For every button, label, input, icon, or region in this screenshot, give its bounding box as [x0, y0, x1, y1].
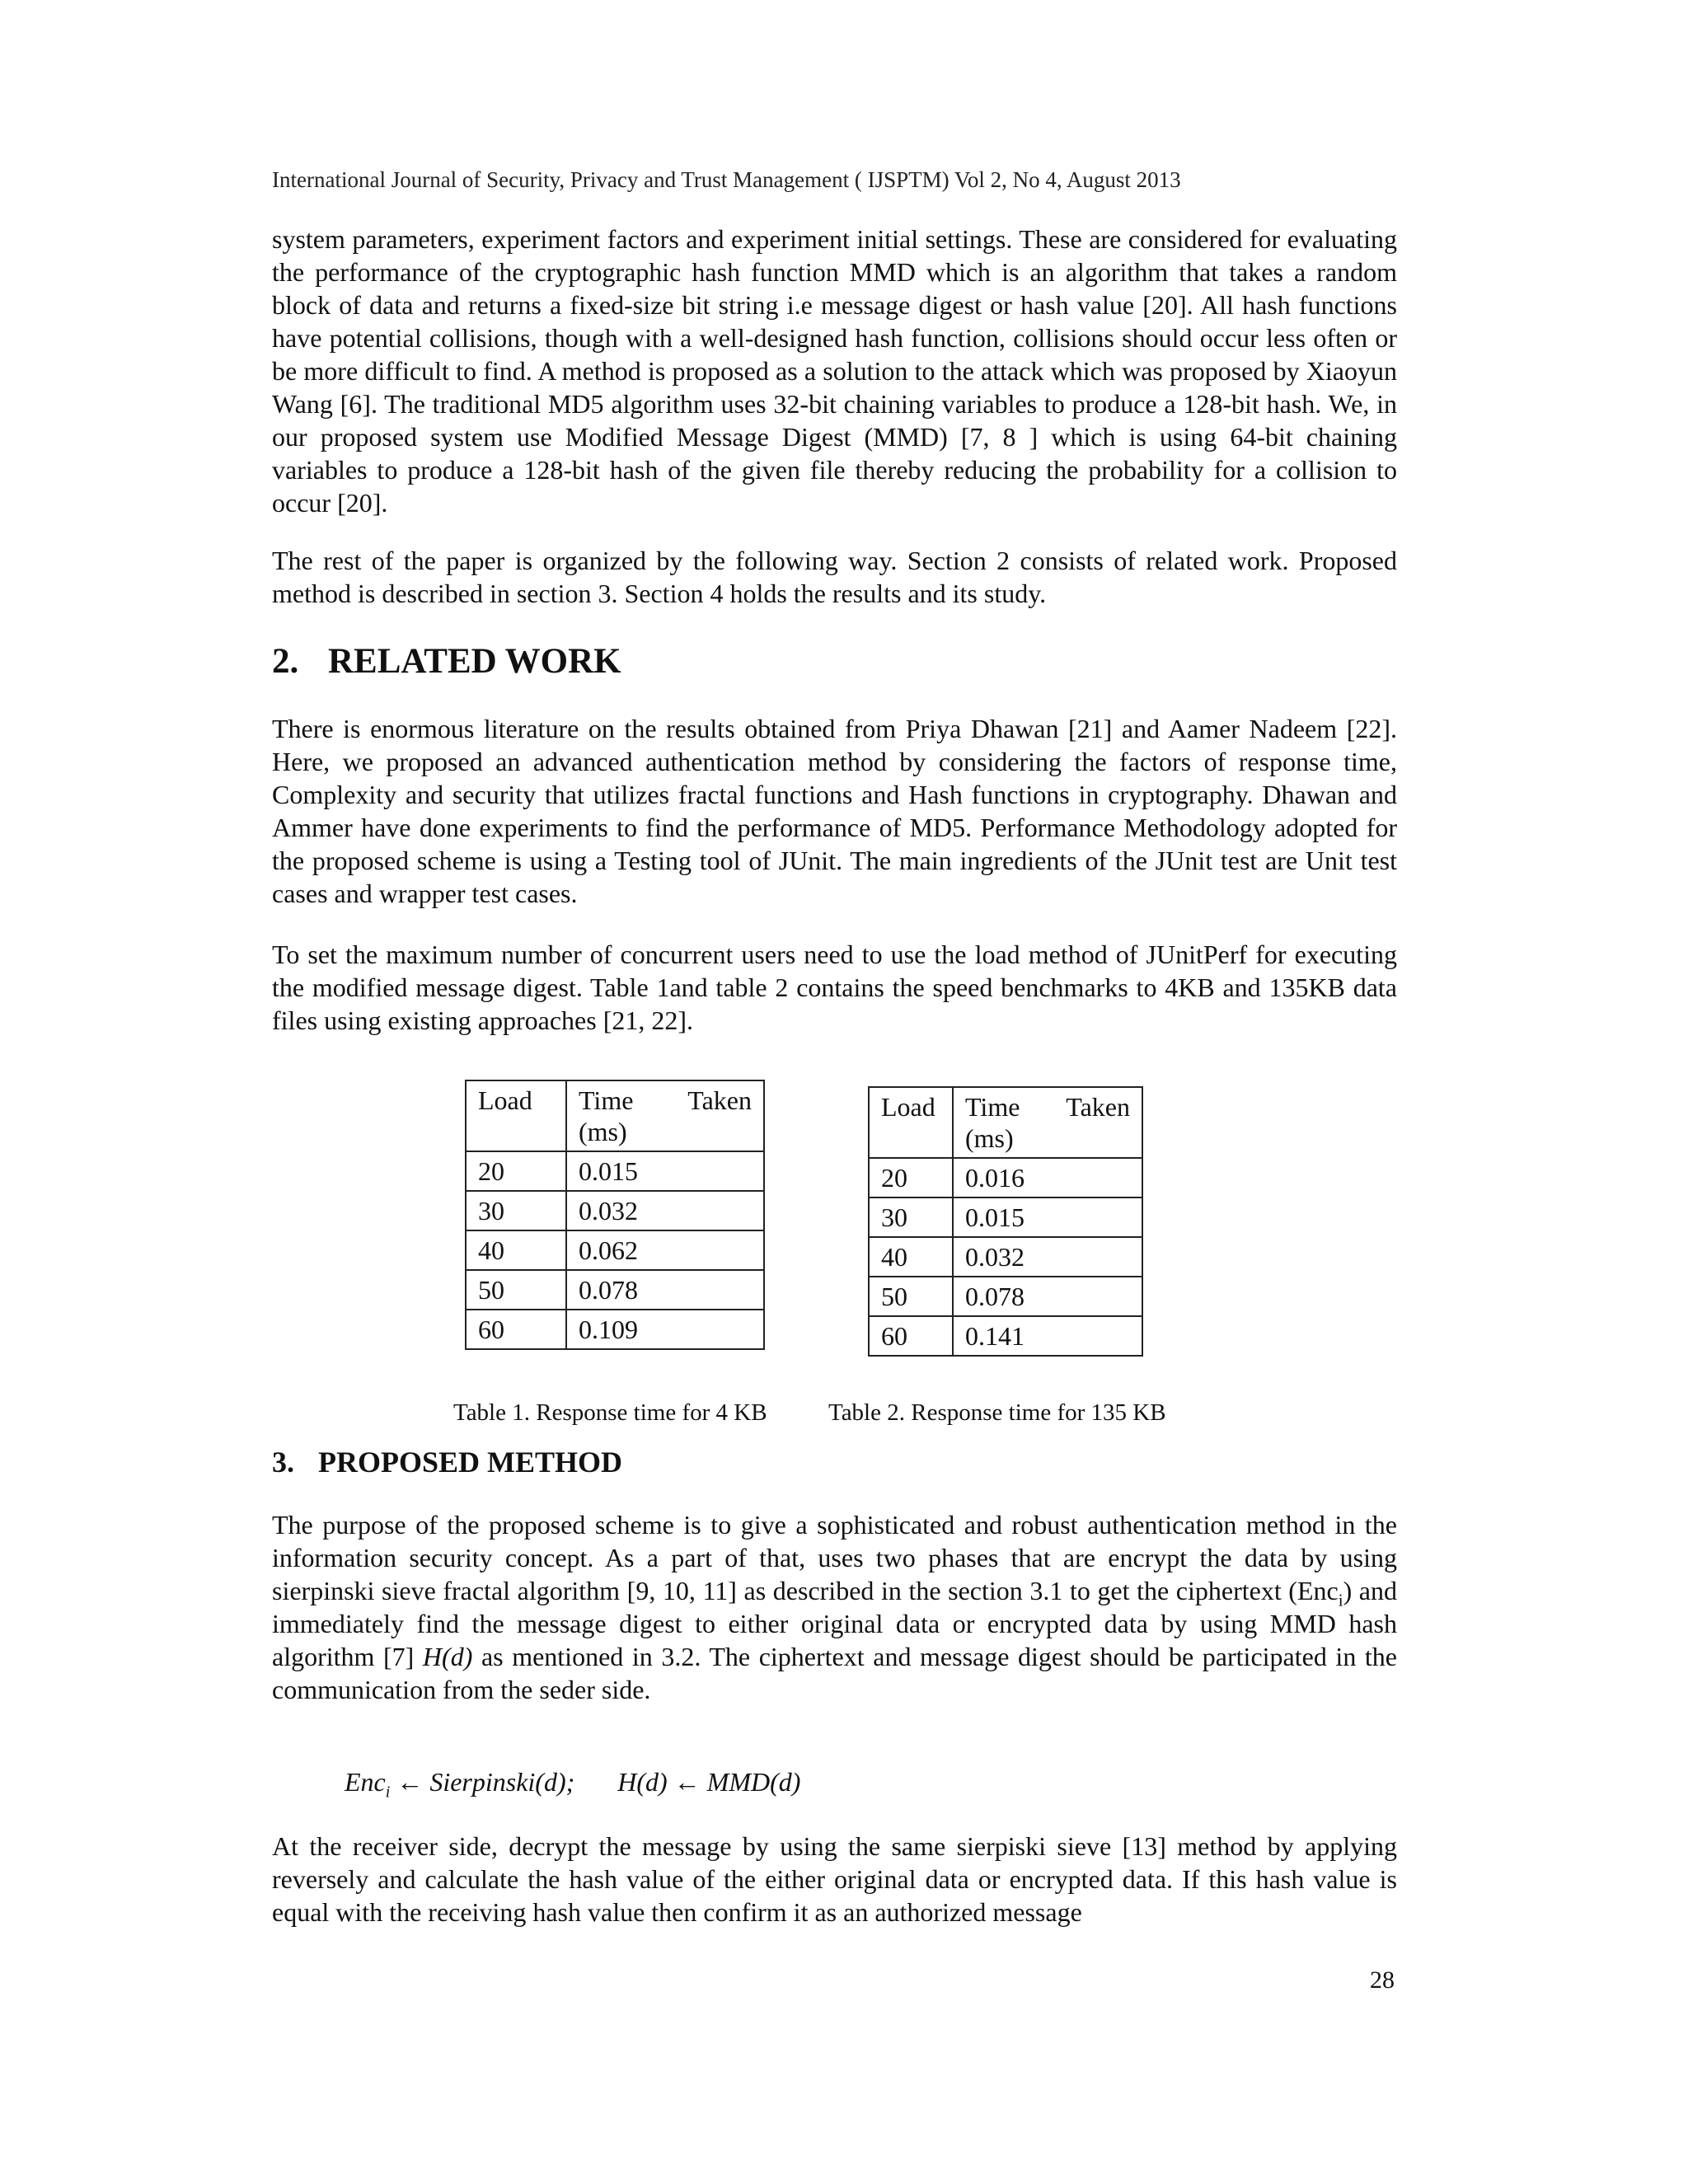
table-row	[869, 1237, 1142, 1277]
para-text: ) and immediately find the message digest to either original data or encrypted data by using MMD hash algorithm [7]	[272, 1576, 1398, 1671]
section-3-title: PROPOSED METHOD	[318, 1446, 623, 1479]
proposed-method-paragraph-1	[272, 1508, 1397, 1706]
table-row	[869, 1197, 1142, 1237]
table-row	[869, 1277, 1142, 1316]
section-2-heading	[272, 641, 621, 682]
load-cell: 50	[869, 1277, 953, 1316]
section-2-number: 2.	[272, 642, 299, 681]
formula-sierpinski: ← Sierpinski(d);	[390, 1767, 575, 1797]
time-cell: 0.078	[566, 1270, 764, 1310]
formula-enc: Enc	[345, 1767, 386, 1797]
load-cell: 40	[466, 1230, 566, 1270]
section-3-heading	[272, 1444, 622, 1480]
time-label: Time	[965, 1092, 1020, 1122]
load-cell: 20	[466, 1151, 566, 1191]
table-row	[466, 1230, 764, 1270]
table-header-time	[953, 1087, 1142, 1158]
load-cell: 20	[869, 1158, 953, 1197]
load-cell: 50	[466, 1270, 566, 1310]
para-text: The purpose of the proposed scheme is to give a sophisticated and robust authentication method in the information security concept. As a part of that, uses two phases that are encrypt the data by using sierpinski sieve fractal algorithm [9, 10, 11] as described in the section 3.1 to get the ciphertext (Enc	[272, 1510, 1397, 1605]
related-work-paragraph-1: There is enormous literature on the results obtained from Priya Dhawan [21] and Aamer Nadeem [22]. Here, we proposed an advanced authentication method by considering the factors of response time, Complexity and security that utilizes fractal functions and Hash functions in cryptography. Dhawan and Ammer have done experiments to find the performance of MD5. Performance Methodology adopted for the proposed scheme is using a Testing tool of JUnit. The main ingredients of the JUnit test are Unit test cases and wrapper test cases.	[272, 714, 1397, 908]
encryption-formula	[345, 1765, 801, 1802]
table-row	[466, 1270, 764, 1310]
table-2-caption: Table 2. Response time for 135 KB	[828, 1399, 1166, 1426]
intro-paragraph-1: system parameters, experiment factors and experiment initial settings. These are considered for evaluating the performance of the cryptographic hash function MMD which is an algorithm that takes a random block of data and returns a fixed-size bit string i.e message digest or hash value [20]. All hash functions have potential collisions, though with a well-designed hash function, collisions should occur less often or be more difficult to find. A method is proposed as a solution to the attack which was proposed by Xiaoyun Wang [6]. The traditional MD5 algorithm uses 32-bit chaining variables to produce a 128-bit hash. We, in our proposed system use Modified Message Digest (MMD) [7, 8 ] which is using 64-bit chaining variables to produce a 128-bit hash of the given file thereby reducing the probability for a collision to occur [20].	[272, 224, 1397, 518]
table-row	[466, 1151, 764, 1191]
time-cell: 0.015	[566, 1151, 764, 1191]
para-text: as mentioned in 3.2. The ciphertext and message digest should be participated in the communication from the seder side.	[272, 1642, 1397, 1704]
running-header: International Journal of Security, Privacy and Trust Management ( IJSPTM) Vol 2, No 4, August 2013	[272, 167, 1181, 192]
taken-label: Taken	[687, 1085, 752, 1115]
time-cell: 0.032	[566, 1191, 764, 1230]
load-cell: 40	[869, 1237, 953, 1277]
time-cell: 0.032	[953, 1237, 1142, 1277]
related-work-paragraph-2: To set the maximum number of concurrent users need to use the load method of JUnitPerf for executing the modified message digest. Table 1and table 2 contains the speed benchmarks to 4KB and 135KB data files using existing approaches [21, 22].	[272, 940, 1397, 1035]
page-number: 28	[1370, 1966, 1395, 1994]
time-cell: 0.015	[953, 1197, 1142, 1237]
load-cell: 60	[869, 1316, 953, 1356]
subscript-i: i	[1338, 1590, 1343, 1610]
load-cell: 30	[466, 1191, 566, 1230]
load-cell: 30	[869, 1197, 953, 1237]
unit-label: (ms)	[579, 1117, 627, 1146]
time-cell: 0.141	[953, 1316, 1142, 1356]
table-header-row	[869, 1087, 1142, 1158]
time-cell: 0.078	[953, 1277, 1142, 1316]
table-row	[869, 1158, 1142, 1197]
table-row	[466, 1191, 764, 1230]
taken-label: Taken	[1066, 1092, 1130, 1122]
proposed-method-paragraph-2: At the receiver side, decrypt the message by using the same sierpiski sieve [13] method by applying reversely and calculate the hash value of the either original data or encrypted data. If this hash value is equal with the receiving hash value then confirm it as an authorized message	[272, 1831, 1397, 1927]
time-cell: 0.109	[566, 1310, 764, 1349]
time-cell: 0.016	[953, 1158, 1142, 1197]
table-header-time	[566, 1080, 764, 1151]
time-label: Time	[579, 1085, 634, 1115]
table-header-row	[466, 1080, 764, 1151]
load-cell: 60	[466, 1310, 566, 1349]
response-time-table-135kb	[868, 1086, 1143, 1357]
response-time-table-4kb	[465, 1080, 765, 1350]
time-cell: 0.062	[566, 1230, 764, 1270]
intro-paragraph-2: The rest of the paper is organized by the following way. Section 2 consists of related work. Proposed method is described in section 3. Section 4 holds the results and its study.	[272, 546, 1397, 608]
section-2-title: RELATED WORK	[328, 642, 621, 681]
table-row	[869, 1316, 1142, 1356]
table-1-caption: Table 1. Response time for 4 KB	[453, 1399, 767, 1426]
section-3-number: 3.	[272, 1446, 294, 1479]
formula-subscript: i	[385, 1783, 391, 1802]
table-header-load: Load	[466, 1080, 566, 1151]
table-header-load: Load	[869, 1087, 953, 1158]
unit-label: (ms)	[965, 1123, 1014, 1153]
table-row	[466, 1310, 764, 1349]
hash-notation: H(d)	[422, 1642, 473, 1671]
formula-mmd: H(d) ← MMD(d)	[617, 1767, 801, 1797]
